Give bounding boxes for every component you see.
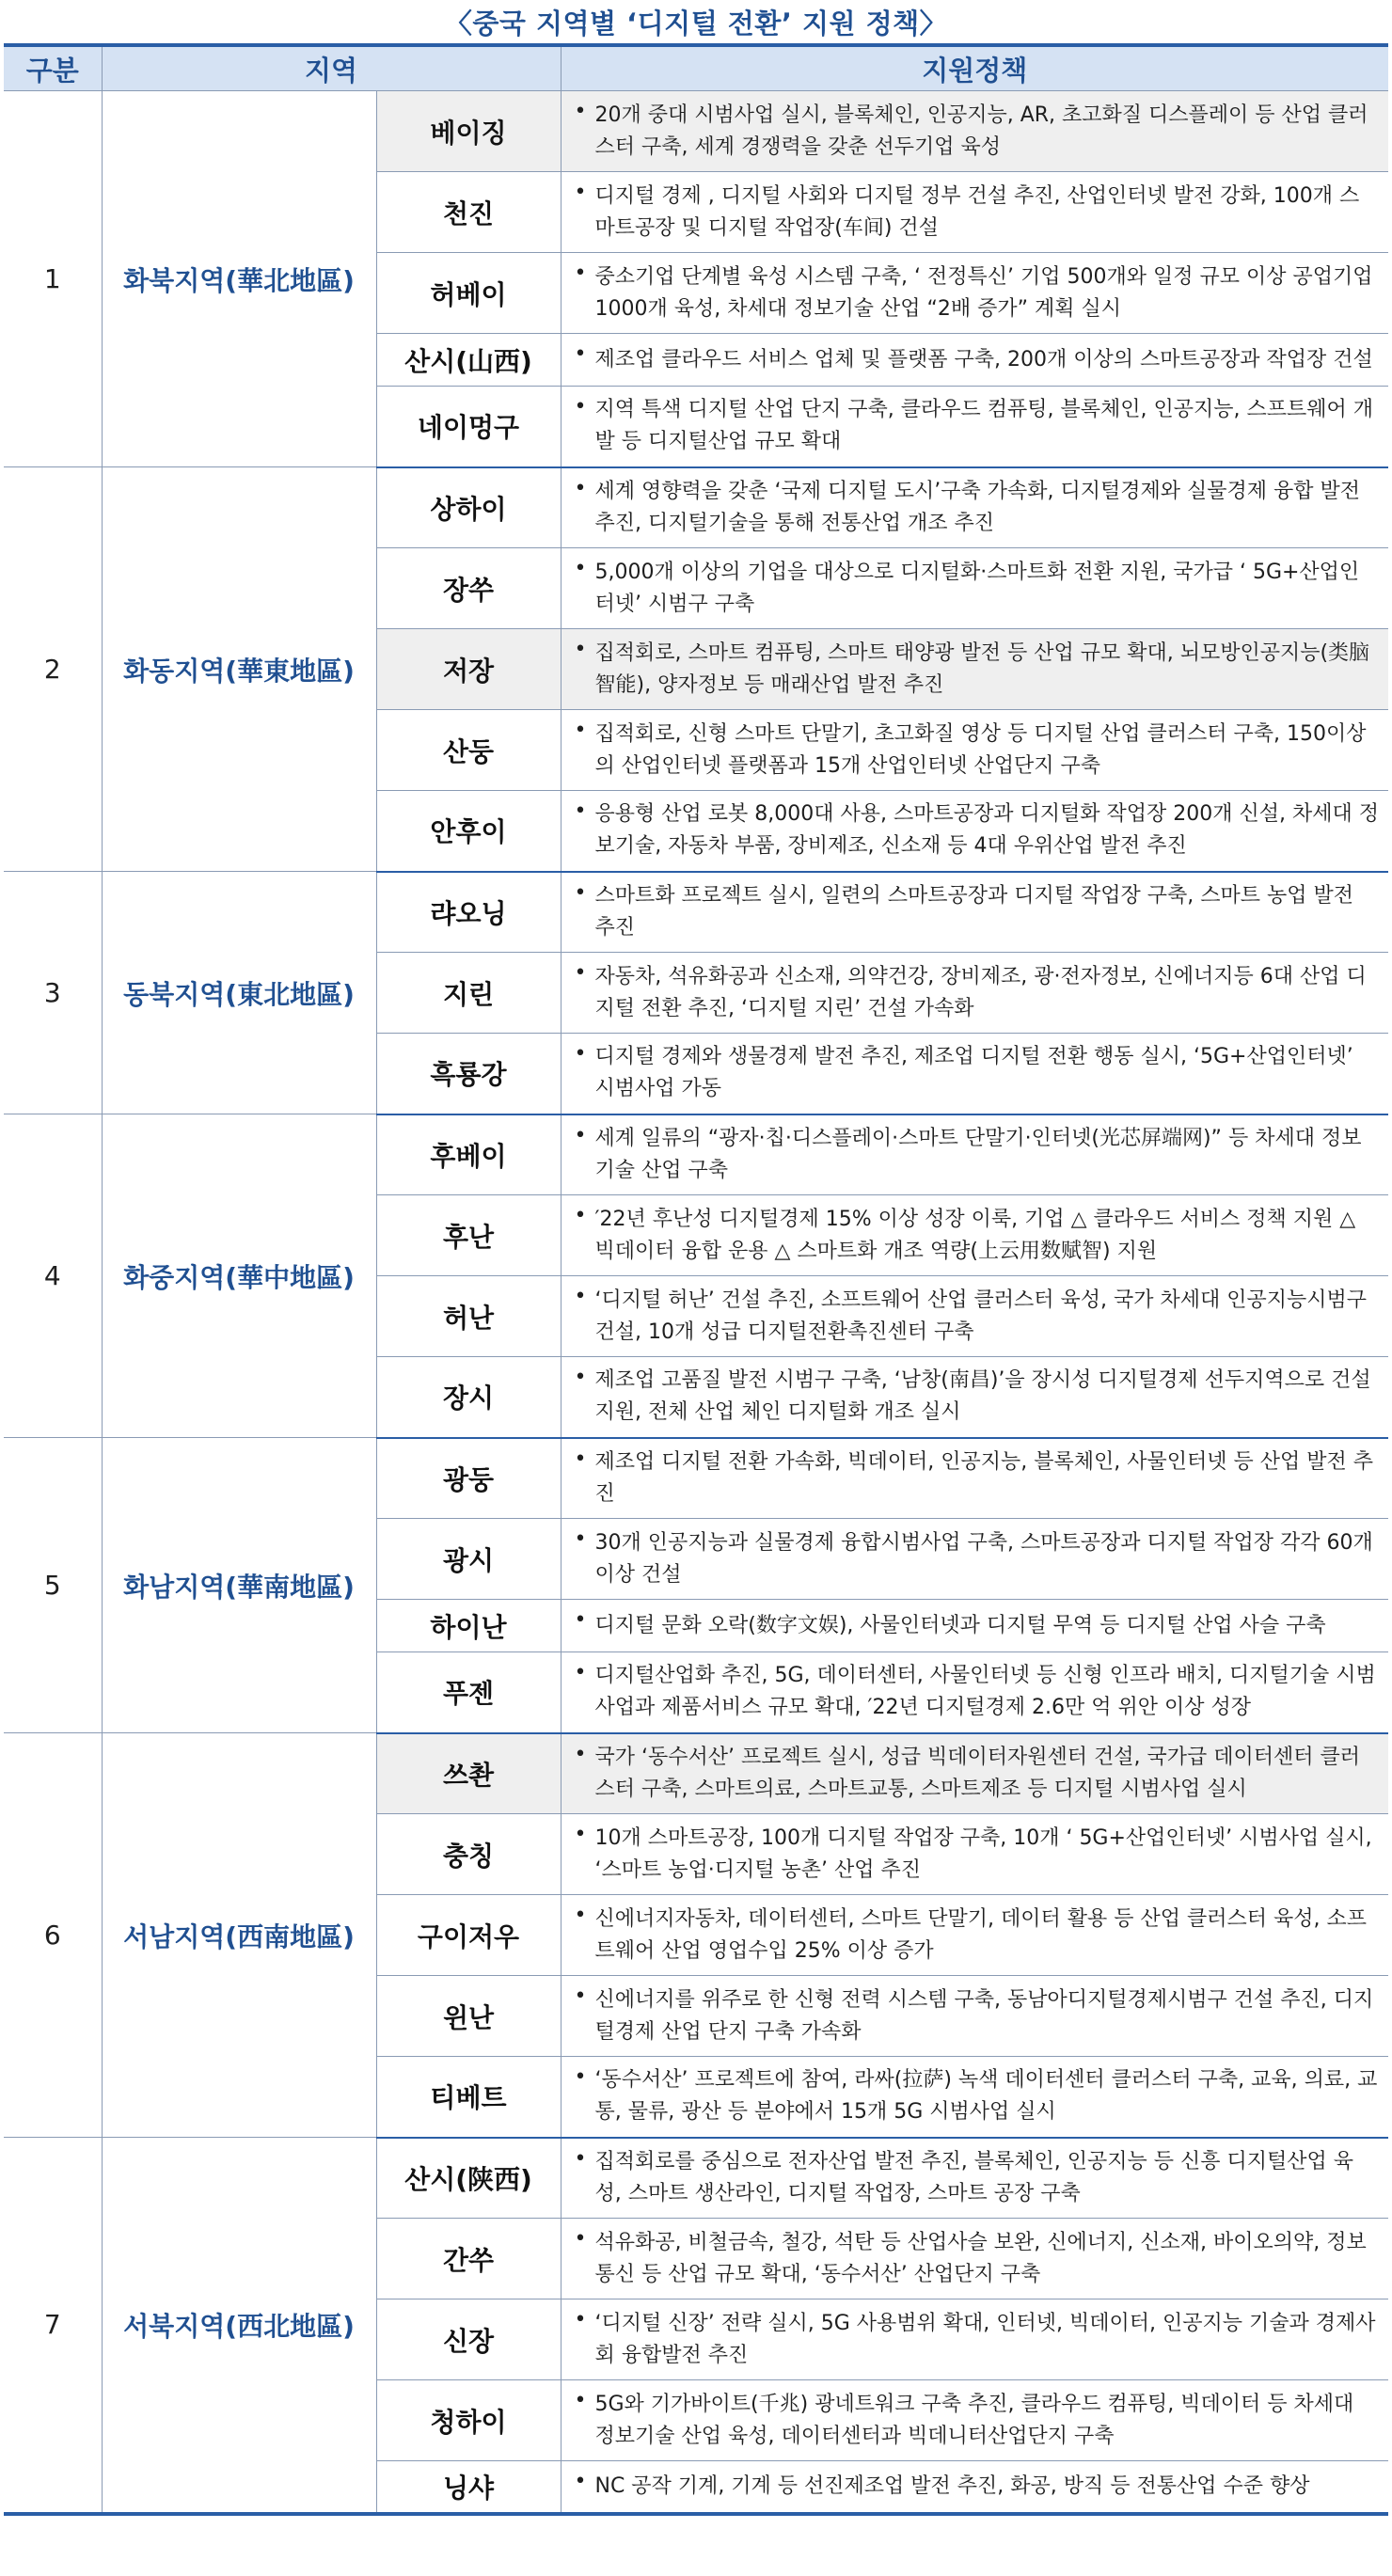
province-cell: 청하이: [376, 2380, 561, 2461]
policy-cell: • 디지털산업화 추진, 5G, 데이터센터, 사물인터넷 등 신형 인프라 배치, 디지털기술 시범사업과 제품서비스 규모 확대, ′22년 디지털경제 2.6만 억 위안 이상 성장: [561, 1652, 1388, 1733]
policy-cell: • 집적회로를 중심으로 전자산업 발전 추진, 블록체인, 인공지능 등 신흥 디지털산업 육성, 스마트 생산라인, 디지털 작업장, 스마트 공장 구축: [561, 2138, 1388, 2219]
policy-cell: • NC 공작 기계, 기계 등 선진제조업 발전 추진, 화공, 방직 등 전통산업 수준 향상: [561, 2461, 1388, 2514]
policy-cell: • 신에너지자동차, 데이터센터, 스마트 단말기, 데이터 활용 등 산업 클러스터 육성, 소프트웨어 산업 영업수입 25% 이상 증가: [561, 1895, 1388, 1976]
province-cell: 허난: [376, 1276, 561, 1357]
group-index-cell: 1: [4, 91, 102, 467]
header-region: 지역: [102, 45, 561, 91]
province-cell: 후베이: [376, 1114, 561, 1195]
policy-cell: • 30개 인공지능과 실물경제 융합시범사업 구축, 스마트공장과 디지털 작업장 각각 60개 이상 건설: [561, 1519, 1388, 1600]
province-cell: 광시: [376, 1519, 561, 1600]
region-cell: 화남지역(華南地區): [102, 1438, 376, 1733]
policy-cell: • 지역 특색 디지털 산업 단지 구축, 클라우드 컴퓨팅, 블록체인, 인공지능, 스프트웨어 개발 등 디지털산업 규모 확대: [561, 387, 1388, 467]
policy-cell: • 집적회로, 스마트 컴퓨팅, 스마트 태양광 발전 등 산업 규모 확대, 뇌모방인공지능(类脑智能), 양자정보 등 매래산업 발전 추진: [561, 629, 1388, 710]
group-index-cell: 3: [4, 872, 102, 1114]
policy-cell: • 제조업 디지털 전환 가속화, 빅데이터, 인공지능, 블록체인, 사물인터넷 등 산업 발전 추진: [561, 1438, 1388, 1519]
province-cell: 장쑤: [376, 548, 561, 629]
table-row: [4, 2138, 1388, 2219]
region-cell: 동북지역(東北地區): [102, 872, 376, 1114]
policy-cell: • 중소기업 단계별 육성 시스템 구축, ‘ 전정특신’ 기업 500개와 일정 규모 이상 공업기업 1000개 육성, 차세대 정보기술 산업 “2배 증가” 계획 실시: [561, 253, 1388, 334]
province-cell: 신장: [376, 2299, 561, 2380]
province-cell: 광둥: [376, 1438, 561, 1519]
policy-cell: • 제조업 클라우드 서비스 업체 및 플랫폼 구축, 200개 이상의 스마트공장과 작업장 건설: [561, 334, 1388, 387]
group-index-cell: 4: [4, 1114, 102, 1438]
table-body: [4, 91, 1388, 2514]
policy-cell: • 석유화공, 비철금속, 철강, 석탄 등 산업사슬 보완, 신에너지, 신소재, 바이오의약, 정보통신 등 산업 규모 확대, ‘동수서산’ 산업단지 구축: [561, 2219, 1388, 2299]
province-cell: 랴오닝: [376, 872, 561, 953]
province-cell: 천진: [376, 172, 561, 253]
policy-cell: • 5,000개 이상의 기업을 대상으로 디지털화·스마트화 전환 지원, 국가급 ‘ 5G+산업인터넷’ 시범구 구축: [561, 548, 1388, 629]
province-cell: 닝샤: [376, 2461, 561, 2514]
province-cell: 산둥: [376, 710, 561, 791]
policy-cell: • ‘디지털 허난’ 건설 추진, 소프트웨어 산업 클러스터 육성, 국가 차세대 인공지능시범구 건설, 10개 성급 디지털전환촉진센터 구축: [561, 1276, 1388, 1357]
province-cell: 네이멍구: [376, 387, 561, 467]
province-cell: 지린: [376, 953, 561, 1034]
province-cell: 허베이: [376, 253, 561, 334]
policy-cell: • 20개 중대 시범사업 실시, 블록체인, 인공지능, AR, 초고화질 디스플레이 등 산업 클러스터 구축, 세계 경쟁력을 갖춘 선두기업 육성: [561, 91, 1388, 172]
policy-table: [4, 43, 1388, 2516]
province-cell: 윈난: [376, 1976, 561, 2057]
province-cell: 저장: [376, 629, 561, 710]
group-index-cell: 6: [4, 1733, 102, 2138]
province-cell: 장시: [376, 1357, 561, 1438]
table-row: [4, 1114, 1388, 1195]
policy-cell: • ‘디지털 신장’ 전략 실시, 5G 사용범위 확대, 인터넷, 빅데이터, 인공지능 기술과 경제사회 융합발전 추진: [561, 2299, 1388, 2380]
region-cell: 서남지역(西南地區): [102, 1733, 376, 2138]
province-cell: 흑룡강: [376, 1034, 561, 1114]
policy-cell: • 세계 영향력을 갖춘 ‘국제 디지털 도시’구축 가속화, 디지털경제와 실물경제 융합 발전 추진, 디지털기술을 통해 전통산업 개조 추진: [561, 467, 1388, 548]
header-index: 구분: [4, 45, 102, 91]
table-row: [4, 91, 1388, 172]
group-index-cell: 5: [4, 1438, 102, 1733]
policy-cell: • ‘동수서산’ 프로젝트에 참여, 라싸(拉萨) 녹색 데이터센터 클러스터 구축, 교육, 의료, 교통, 물류, 광산 등 분야에서 15개 5G 시범사업 실시: [561, 2057, 1388, 2138]
province-cell: 후난: [376, 1195, 561, 1276]
province-cell: 푸젠: [376, 1652, 561, 1733]
region-cell: 화중지역(華中地區): [102, 1114, 376, 1438]
policy-cell: • 디지털 경제 , 디지털 사회와 디지털 정부 건설 추진, 산업인터넷 발전 강화, 100개 스마트공장 및 디지털 작업장(车间) 건설: [561, 172, 1388, 253]
table-row: [4, 467, 1388, 548]
province-cell: 하이난: [376, 1600, 561, 1652]
province-cell: 간쑤: [376, 2219, 561, 2299]
province-cell: 구이저우: [376, 1895, 561, 1976]
province-cell: 상하이: [376, 467, 561, 548]
table-row: [4, 1733, 1388, 1814]
province-cell: 산시(山西): [376, 334, 561, 387]
province-cell: 안후이: [376, 791, 561, 872]
region-cell: 화북지역(華北地區): [102, 91, 376, 467]
table-row: [4, 1438, 1388, 1519]
province-cell: 산시(陕西): [376, 2138, 561, 2219]
region-cell: 서북지역(西北地區): [102, 2138, 376, 2514]
table-title: 〈중국 지역별 ‘디지털 전환’ 지원 정책〉: [444, 7, 948, 40]
group-index-cell: 2: [4, 467, 102, 872]
policy-cell: • 집적회로, 신형 스마트 단말기, 초고화질 영상 등 디지털 산업 클러스터 구축, 150이상의 산업인터넷 플랫폼과 15개 산업인터넷 산업단지 구축: [561, 710, 1388, 791]
header-row: [4, 45, 1388, 91]
policy-cell: • 스마트화 프로젝트 실시, 일련의 스마트공장과 디지털 작업장 구축, 스마트 농업 발전 추진: [561, 872, 1388, 953]
region-cell: 화동지역(華東地區): [102, 467, 376, 872]
province-cell: 베이징: [376, 91, 561, 172]
header-policy: 지원정책: [561, 45, 1388, 91]
policy-cell: • 신에너지를 위주로 한 신형 전력 시스템 구축, 동남아디지털경제시범구 건설 추진, 디지털경제 산업 단지 구축 가속화: [561, 1976, 1388, 2057]
policy-cell: • 디지털 문화 오락(数字文娱), 사물인터넷과 디지털 무역 등 디지털 산업 사슬 구축: [561, 1600, 1388, 1652]
province-cell: 티베트: [376, 2057, 561, 2138]
policy-cell: • 5G와 기가바이트(千兆) 광네트워크 구축 추진, 클라우드 컴퓨팅, 빅데이터 등 차세대 정보기술 산업 육성, 데이터센터과 빅데니터산업단지 구축: [561, 2380, 1388, 2461]
province-cell: 충칭: [376, 1814, 561, 1895]
policy-cell: • 10개 스마트공장, 100개 디지털 작업장 구축, 10개 ‘ 5G+산업인터넷’ 시범사업 실시, ‘스마트 농업·디지털 농촌’ 산업 추진: [561, 1814, 1388, 1895]
policy-cell: • ′22년 후난성 디지털경제 15% 이상 성장 이룩, 기업 △ 클라우드 서비스 정책 지원 △ 빅데이터 융합 운용 △ 스마트화 개조 역량(上云用数赋智) 지원: [561, 1195, 1388, 1276]
policy-cell: • 자동차, 석유화공과 신소재, 의약건강, 장비제조, 광·전자정보, 신에너지등 6대 산업 디지털 전환 추진, ‘디지털 지린’ 건설 가속화: [561, 953, 1388, 1034]
table-row: [4, 872, 1388, 953]
group-index-cell: 7: [4, 2138, 102, 2514]
policy-cell: • 디지털 경제와 생물경제 발전 추진, 제조업 디지털 전환 행동 실시, ‘5G+산업인터넷’ 시범사업 가동: [561, 1034, 1388, 1114]
policy-cell: • 응용형 산업 로봇 8,000대 사용, 스마트공장과 디지털화 작업장 200개 신설, 차세대 정보기술, 자동차 부품, 장비제조, 신소재 등 4대 우위산업 발전 추진: [561, 791, 1388, 872]
province-cell: 쓰촨: [376, 1733, 561, 1814]
policy-cell: • 국가 ‘동수서산’ 프로젝트 실시, 성급 빅데이터자원센터 건설, 국가급 데이터센터 클러스터 구축, 스마트의료, 스마트교통, 스마트제조 등 디지털 시범사업 실시: [561, 1733, 1388, 1814]
policy-cell: • 제조업 고품질 발전 시범구 구축, ‘남창(南昌)’을 장시성 디지털경제 선두지역으로 건설 지원, 전체 산업 체인 디지털화 개조 실시: [561, 1357, 1388, 1438]
policy-cell: • 세계 일류의 “광자·칩·디스플레이·스마트 단말기·인터넷(光芯屏端网)” 등 차세대 정보기술 산업 구축: [561, 1114, 1388, 1195]
